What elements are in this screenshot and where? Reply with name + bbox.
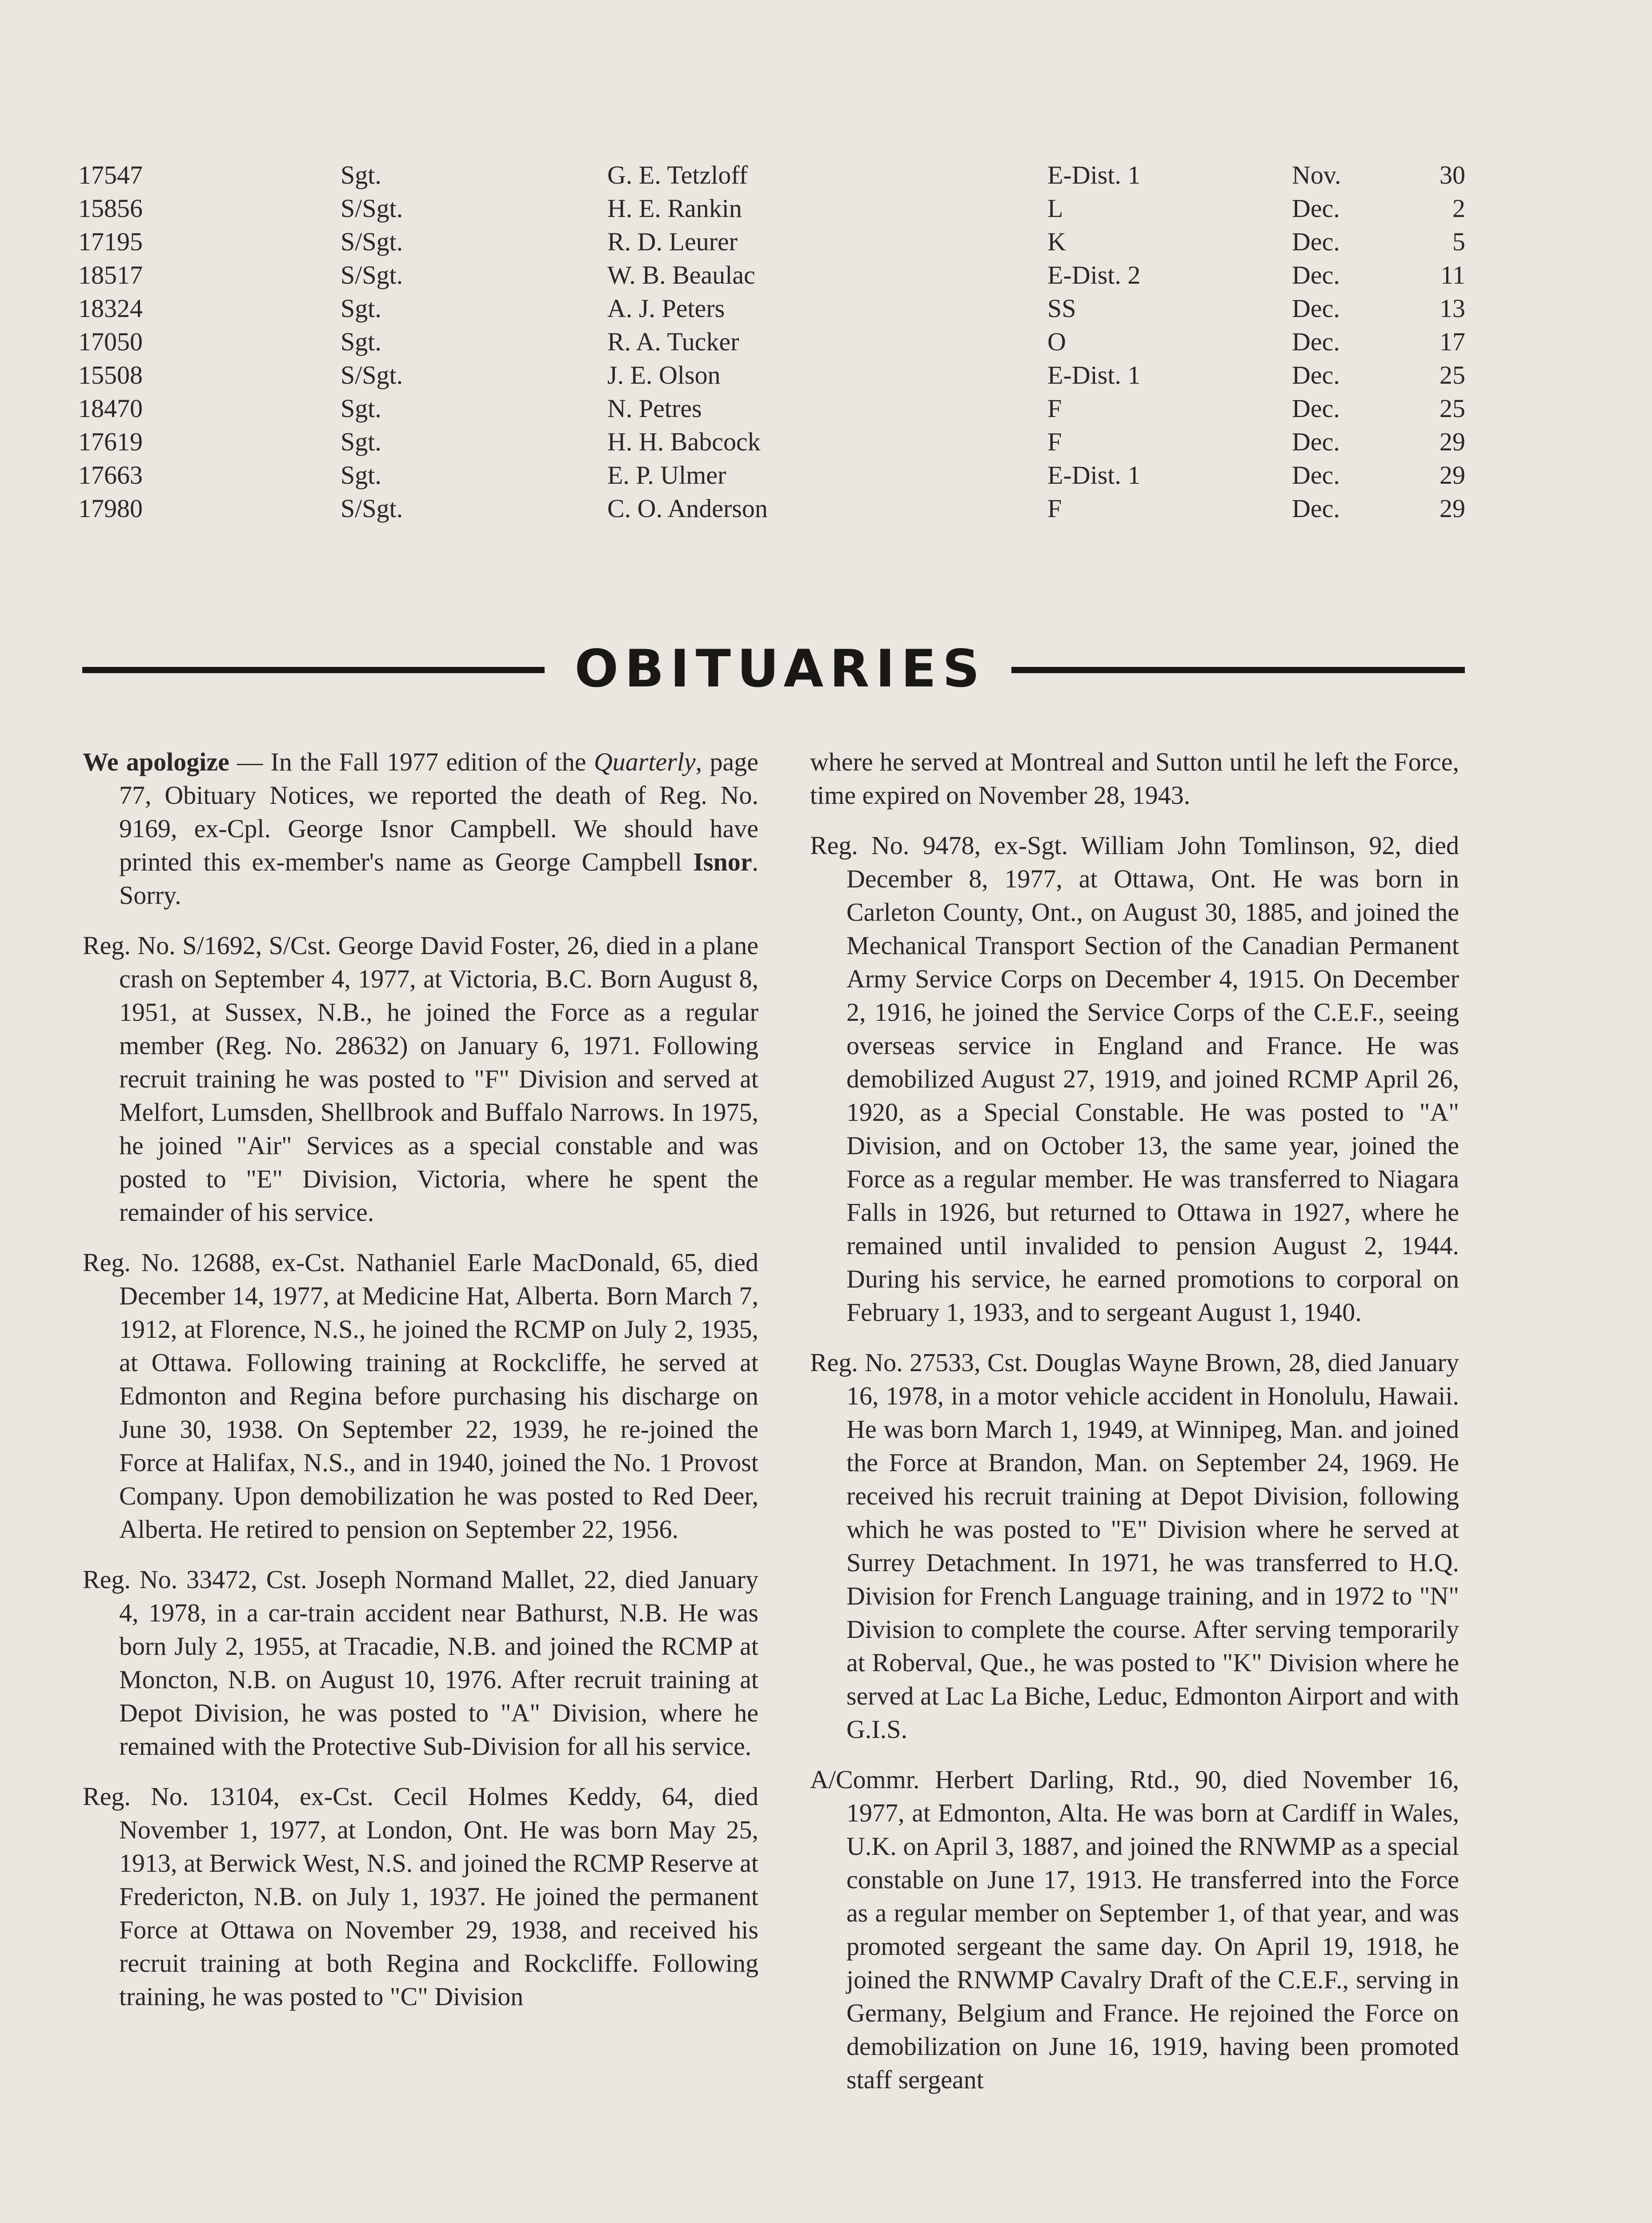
month: Dec. — [1292, 494, 1340, 523]
table-row — [78, 325, 1465, 358]
day: 25 — [1439, 361, 1465, 389]
member-name: H. H. Babcock — [607, 427, 761, 456]
member-name: G. E. Tetzloff — [607, 161, 748, 189]
table-row — [78, 258, 1465, 292]
apology-notice — [83, 745, 758, 912]
month: Dec. — [1292, 294, 1340, 323]
rank: Sgt. — [341, 294, 381, 323]
month: Dec. — [1292, 194, 1340, 223]
obituary-entry: Reg. No. 27533, Cst. Douglas Wayne Brown, 28, died January 16, 1978, in a motor vehicle accident in Honolulu, Hawaii. He was born March 1, 1949, at Winnipeg, Man. and joined the Force at Brandon, Man. on September 24, 1969. He received his recruit training at Depot Division, following which he was posted to "E" Division where he served at Surrey Detachment. In 1971, he was transferred to H.Q. Division for French Language training, and in 1972 to "N" Division to complete the course. After serving temporarily at Roberval, Que., he was posted to "K" Division where he served at Lac La Biche, Leduc, Edmonton Airport and with G.I.S. — [810, 1348, 1459, 1744]
member-name: A. J. Peters — [607, 294, 725, 323]
obituary-continuation: where he served at Montreal and Sutton until he left the Force, time expired on November 28, 1943. — [810, 747, 1459, 810]
reg-number: 17663 — [78, 461, 143, 490]
month: Dec. — [1292, 361, 1340, 389]
division: SS — [1047, 294, 1076, 323]
rank: S/Sgt. — [341, 227, 403, 256]
apology-corrected-name: Isnor — [693, 847, 752, 876]
day: 13 — [1439, 294, 1465, 323]
rank: Sgt. — [341, 161, 381, 189]
month: Dec. — [1292, 227, 1340, 256]
day: 2 — [1452, 194, 1465, 223]
reg-number: 18517 — [78, 261, 143, 289]
table-row — [78, 425, 1465, 458]
division: K — [1047, 227, 1066, 256]
month: Dec. — [1292, 261, 1340, 289]
member-name: N. Petres — [607, 394, 702, 423]
obituary-entry: A/Commr. Herbert Darling, Rtd., 90, died November 16, 1977, at Edmonton, Alta. He was born at Cardiff in Wales, U.K. on April 3, 1887, and joined the RNWMP as a special constable on June 17, 1913. He transferred into the Force as a regular member on September 1, of that year, and was promoted sergeant the same day. On April 19, 1918, he joined the RNWMP Cavalry Draft of the C.E.F., serving in Germany, Belgium and France. He rejoined the Force on demobilization on June 16, 1919, having been promoted staff sergeant — [810, 1765, 1459, 2094]
rank: Sgt. — [341, 461, 381, 490]
promotions-table — [78, 158, 1465, 525]
table-row — [78, 192, 1465, 225]
member-name: W. B. Beaulac — [607, 261, 755, 289]
division: E-Dist. 1 — [1047, 361, 1141, 389]
obituary-entry: Reg. No. S/1692, S/Cst. George David Foster, 26, died in a plane crash on September 4, 1977, at Victoria, B.C. Born August 8, 1951, at Sussex, N.B., he joined the Force as a regular member (Reg. No. 28632) on January 6, 1971. Following recruit training he was posted to "F" Division and served at Melfort, Lumsden, Shellbrook and Buffalo Narrows. In 1975, he joined "Air" Services as a special constable and was posted to "E" Division, Victoria, where he spent the remainder of his service. — [83, 931, 758, 1227]
obituary-entry: Reg. No. 13104, ex-Cst. Cecil Holmes Keddy, 64, died November 1, 1977, at London, Ont. He was born May 25, 1913, at Berwick West, N.S. and joined the RCMP Reserve at Fredericton, N.B. on July 1, 1937. He joined the permanent Force at Ottawa on November 29, 1938, and received his recruit training at both Regina and Rockcliffe. Following training, he was posted to "C" Division — [83, 1782, 758, 2011]
day: 25 — [1439, 394, 1465, 423]
member-name: R. D. Leurer — [607, 227, 738, 256]
reg-number: 17547 — [78, 161, 143, 189]
apology-lead: We apologize — [83, 747, 229, 776]
reg-number: 15856 — [78, 194, 143, 223]
member-name: J. E. Olson — [607, 361, 721, 389]
reg-number: 17619 — [78, 427, 143, 456]
member-name: C. O. Anderson — [607, 494, 768, 523]
apology-text: , page 77, Obituary Notices, we reported the death of Reg. No. 9169, ex-Cpl. George Isnor Campbell. We should have printed this ex-member's name as George Campbell — [119, 747, 758, 876]
table-row — [78, 458, 1465, 492]
heading-rule-right — [1011, 667, 1465, 673]
table-row — [78, 292, 1465, 325]
reg-number: 17980 — [78, 494, 143, 523]
day: 29 — [1439, 494, 1465, 523]
month: Dec. — [1292, 461, 1340, 490]
table-row — [78, 392, 1465, 425]
division: F — [1047, 494, 1062, 523]
rank: S/Sgt. — [341, 494, 403, 523]
obituary-entry: Reg. No. 33472, Cst. Joseph Normand Mallet, 22, died January 4, 1978, in a car-train accident near Bathurst, N.B. He was born July 2, 1955, at Tracadie, N.B. and joined the RCMP at Moncton, N.B. on August 10, 1976. After recruit training at Depot Division, he was posted to "A" Division, where he remained with the Protective Sub-Division for all his service. — [83, 1565, 758, 1761]
heading-rule-left — [82, 667, 545, 673]
reg-number: 18324 — [78, 294, 143, 323]
obituary-entry: Reg. No. 12688, ex-Cst. Nathaniel Earle MacDonald, 65, died December 14, 1977, at Medicine Hat, Alberta. Born March 7, 1912, at Florence, N.S., he joined the RCMP on July 2, 1935, at Ottawa. Following training at Rockcliffe, he served at Edmonton and Regina before purchasing his discharge on June 30, 1938. On September 22, 1939, he re-joined the Force at Halifax, N.S., and in 1940, joined the No. 1 Provost Company. Upon demobilization he was posted to Red Deer, Alberta. He retired to pension on September 22, 1956. — [83, 1248, 758, 1544]
month: Nov. — [1292, 161, 1341, 189]
day: 11 — [1440, 261, 1465, 289]
reg-number: 15508 — [78, 361, 143, 389]
day: 30 — [1439, 161, 1465, 189]
division: L — [1047, 194, 1063, 223]
apology-publication: Quarterly — [593, 747, 696, 776]
reg-number: 18470 — [78, 394, 143, 423]
rank: Sgt. — [341, 427, 381, 456]
table-row — [78, 158, 1465, 192]
month: Dec. — [1292, 327, 1340, 356]
left-column — [83, 745, 758, 2030]
day: 29 — [1439, 427, 1465, 456]
promotions-table-body — [78, 158, 1465, 525]
obituary-entry: Reg. No. 9478, ex-Sgt. William John Tomlinson, 92, died December 8, 1977, at Ottawa, Ont. He was born in Carleton County, Ont., on August 30, 1885, and joined the Mechanical Transport Section of the Canadian Permanent Army Service Corps on December 4, 1915. On December 2, 1916, he joined the Service Corps of the C.E.F., seeing overseas service in England and France. He was demobilized August 27, 1919, and joined RCMP April 26, 1920, as a Special Constable. He was posted to "A" Division, and on October 13, the same year, joined the Force as a regular member. He was transferred to Niagara Falls in 1926, but returned to Ottawa in 1927, where he remained until invalided to pension August 2, 1944. During his service, he earned promotions to corporal on February 1, 1933, and to sergeant August 1, 1940. — [810, 831, 1459, 1327]
rank: S/Sgt. — [341, 194, 403, 223]
table-row — [78, 358, 1465, 392]
member-name: E. P. Ulmer — [607, 461, 726, 490]
member-name: H. E. Rankin — [607, 194, 742, 223]
rank: S/Sgt. — [341, 361, 403, 389]
division: E-Dist. 1 — [1047, 461, 1141, 490]
apology-text: — In the Fall 1977 edition of the — [229, 747, 594, 776]
division: E-Dist. 1 — [1047, 161, 1141, 189]
rank: Sgt. — [341, 327, 381, 356]
division: F — [1047, 427, 1062, 456]
division: O — [1047, 327, 1066, 356]
apology-text: . Sorry. — [119, 847, 758, 910]
day: 29 — [1439, 461, 1465, 490]
month: Dec. — [1292, 427, 1340, 456]
rank: Sgt. — [341, 394, 381, 423]
division: F — [1047, 394, 1062, 423]
day: 17 — [1439, 327, 1465, 356]
table-row — [78, 225, 1465, 258]
rank: S/Sgt. — [341, 261, 403, 289]
day: 5 — [1452, 227, 1465, 256]
right-column — [810, 745, 1459, 2113]
table-row — [78, 492, 1465, 525]
reg-number: 17195 — [78, 227, 143, 256]
division: E-Dist. 2 — [1047, 261, 1141, 289]
section-title: OBITUARIES — [574, 639, 986, 699]
reg-number: 17050 — [78, 327, 143, 356]
member-name: R. A. Tucker — [607, 327, 739, 356]
month: Dec. — [1292, 394, 1340, 423]
